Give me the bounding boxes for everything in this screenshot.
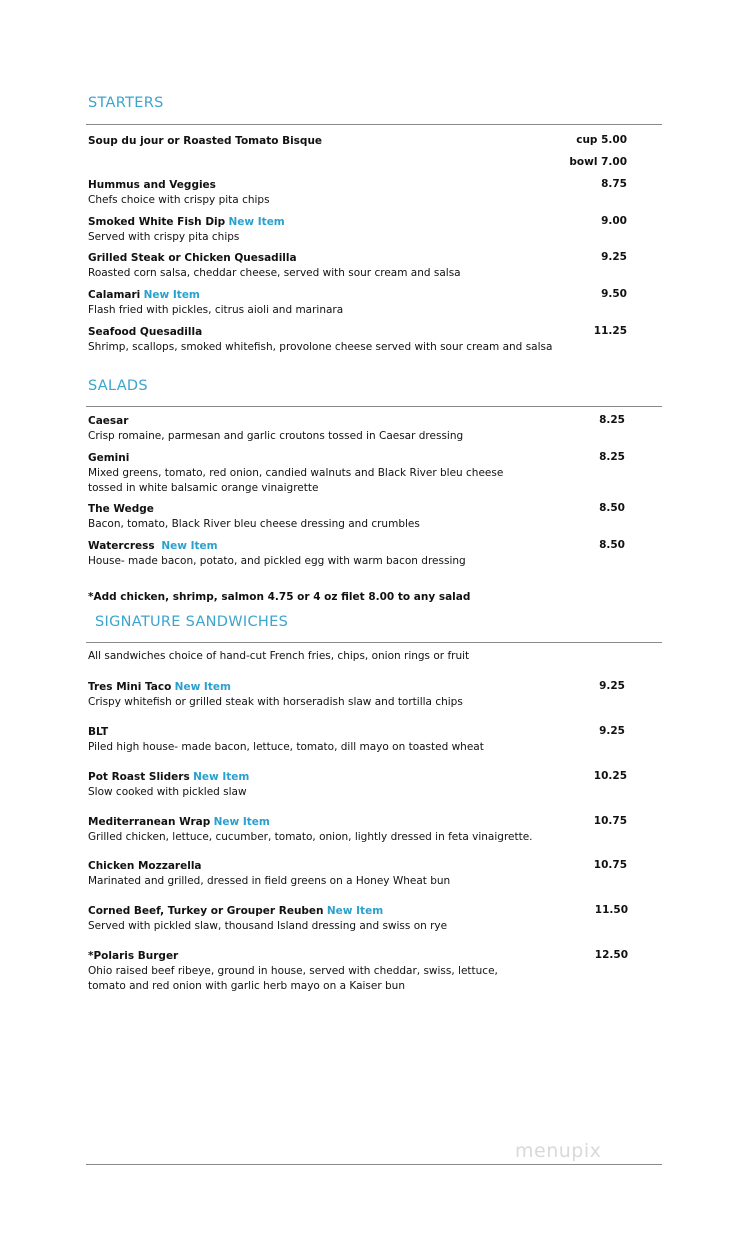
footer-divider bbox=[86, 1164, 662, 1165]
item-price: 8.25 bbox=[599, 451, 625, 463]
item-name: Calamari bbox=[88, 289, 141, 301]
item-price: 8.50 bbox=[599, 502, 625, 514]
item-name: *Polaris Burger bbox=[88, 950, 179, 962]
item-price: 11.25 bbox=[593, 325, 627, 337]
item-price: cup 5.00 bbox=[576, 134, 627, 146]
new-item-badge: New Item bbox=[213, 816, 270, 828]
item-description-line2: tossed in white balsamic orange vinaigrette bbox=[88, 482, 319, 494]
item-name: Gemini bbox=[88, 452, 130, 464]
item-price: 8.50 bbox=[599, 539, 625, 551]
item-name: Caesar bbox=[88, 415, 129, 427]
item-name: Corned Beef, Turkey or Grouper Reuben bbox=[88, 905, 324, 917]
item-price: 10.25 bbox=[593, 770, 627, 782]
item-description: Slow cooked with pickled slaw bbox=[88, 786, 247, 798]
item-description: Chefs choice with crispy pita chips bbox=[88, 194, 270, 206]
item-price: 9.00 bbox=[601, 215, 627, 227]
item-price: 9.25 bbox=[599, 680, 625, 692]
new-item-badge: New Item bbox=[228, 216, 285, 228]
new-item-badge: New Item bbox=[193, 771, 250, 783]
item-description: Ohio raised beef ribeye, ground in house, served with cheddar, swiss, lettuce, bbox=[88, 965, 498, 977]
item-description: House- made bacon, potato, and pickled egg with warm bacon dressing bbox=[88, 555, 466, 567]
item-price: 10.75 bbox=[593, 859, 627, 871]
item-description: Shrimp, scallops, smoked whitefish, provolone cheese served with sour cream and salsa bbox=[88, 341, 553, 353]
new-item-badge: New Item bbox=[161, 540, 218, 552]
item-description: Served with crispy pita chips bbox=[88, 231, 240, 243]
sandwiches-heading: SIGNATURE SANDWICHES bbox=[95, 614, 289, 630]
item-name: Chicken Mozzarella bbox=[88, 860, 202, 872]
item-name: Mediterranean Wrap bbox=[88, 816, 211, 828]
item-name: Watercress bbox=[88, 540, 155, 552]
starters-heading: STARTERS bbox=[88, 95, 164, 111]
item-price-bowl: bowl 7.00 bbox=[569, 156, 627, 168]
item-price: 10.75 bbox=[593, 815, 627, 827]
item-price: 9.50 bbox=[601, 288, 627, 300]
sandwiches-divider bbox=[86, 642, 662, 643]
item-name: The Wedge bbox=[88, 503, 154, 515]
item-price: 11.50 bbox=[594, 904, 628, 916]
item-name: Grilled Steak or Chicken Quesadilla bbox=[88, 252, 297, 264]
item-name: Smoked White Fish Dip bbox=[88, 216, 226, 228]
item-description-line2: tomato and red onion with garlic herb mayo on a Kaiser bun bbox=[88, 980, 405, 992]
item-price: 9.25 bbox=[599, 725, 625, 737]
item-name: Soup du jour or Roasted Tomato Bisque bbox=[88, 135, 323, 147]
salads-divider bbox=[86, 406, 662, 407]
salads-heading: SALADS bbox=[88, 378, 148, 394]
starters-divider bbox=[86, 124, 662, 125]
item-description: Flash fried with pickles, citrus aioli and marinara bbox=[88, 304, 344, 316]
item-price: 12.50 bbox=[594, 949, 628, 961]
salad-addon-note: *Add chicken, shrimp, salmon 4.75 or 4 oz filet 8.00 to any salad bbox=[88, 591, 471, 603]
item-description: Grilled chicken, lettuce, cucumber, tomato, onion, lightly dressed in feta vinaigrette. bbox=[88, 831, 533, 843]
item-name: Hummus and Veggies bbox=[88, 179, 216, 191]
item-name: Pot Roast Sliders bbox=[88, 771, 190, 783]
item-description: Crisp romaine, parmesan and garlic croutons tossed in Caesar dressing bbox=[88, 430, 464, 442]
item-description: Piled high house- made bacon, lettuce, tomato, dill mayo on toasted wheat bbox=[88, 741, 484, 753]
item-description: Crispy whitefish or grilled steak with horseradish slaw and tortilla chips bbox=[88, 696, 463, 708]
item-price: 8.75 bbox=[601, 178, 627, 190]
sandwiches-intro: All sandwiches choice of hand-cut French fries, chips, onion rings or fruit bbox=[88, 650, 470, 662]
item-description: Marinated and grilled, dressed in field greens on a Honey Wheat bun bbox=[88, 875, 451, 887]
item-name: BLT bbox=[88, 726, 109, 738]
item-description: Served with pickled slaw, thousand Island dressing and swiss on rye bbox=[88, 920, 448, 932]
new-item-badge: New Item bbox=[326, 905, 384, 917]
item-description: Bacon, tomato, Black River bleu cheese dressing and crumbles bbox=[88, 518, 420, 530]
item-name: Tres Mini Taco bbox=[88, 681, 172, 693]
item-description: Roasted corn salsa, cheddar cheese, served with sour cream and salsa bbox=[88, 267, 461, 279]
new-item-badge: New Item bbox=[174, 681, 231, 693]
item-description: Mixed greens, tomato, red onion, candied walnuts and Black River bleu cheese bbox=[88, 467, 504, 479]
new-item-badge: New Item bbox=[143, 289, 200, 301]
item-name: Seafood Quesadilla bbox=[88, 326, 203, 338]
item-price: 9.25 bbox=[601, 251, 627, 263]
item-price: 8.25 bbox=[599, 414, 625, 426]
menupix-watermark: menupix bbox=[515, 1140, 602, 1162]
